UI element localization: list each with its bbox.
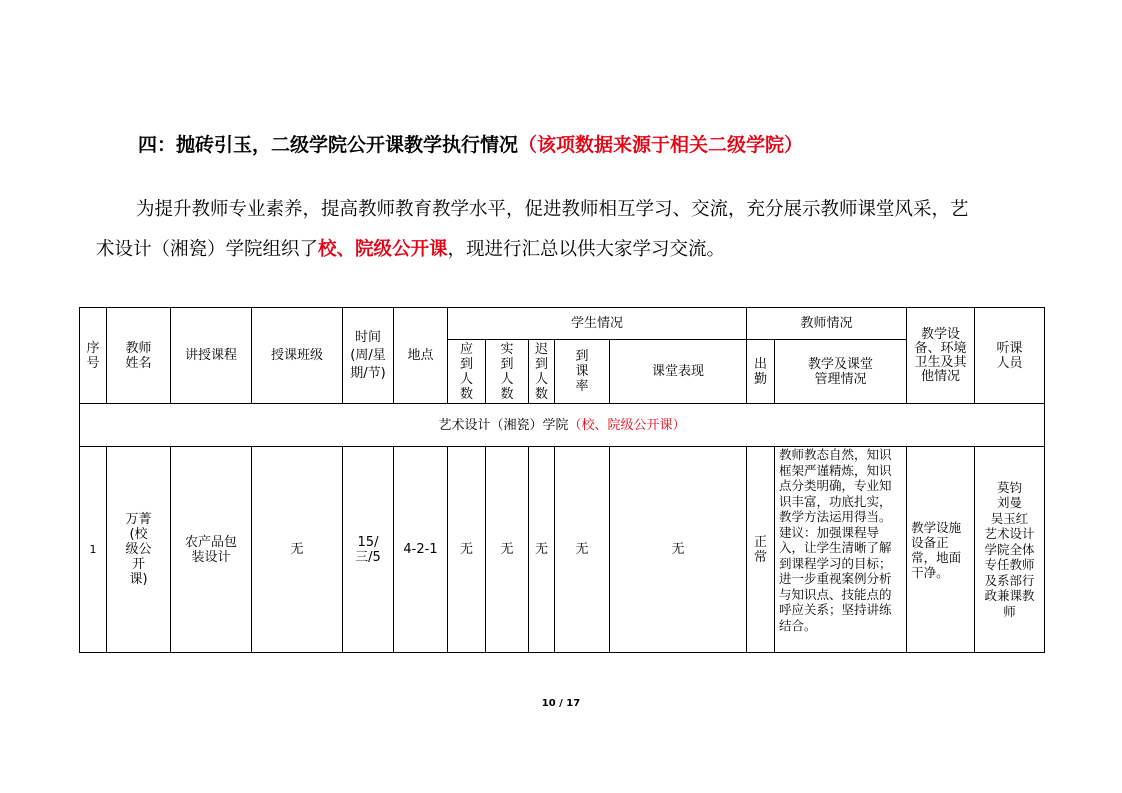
cell-place: 4-2-1 xyxy=(394,447,448,653)
header-performance: 课堂表现 xyxy=(610,340,747,404)
page-number: 10 / 17 xyxy=(541,698,581,709)
intro-paragraph xyxy=(96,190,1036,270)
heading-main: 四：抛砖引玉，二级学院公开课教学执行情况 xyxy=(138,134,519,156)
cell-equipment: 教学设施设备正常，地面干净。 xyxy=(907,447,975,653)
header-late: 迟到人数 xyxy=(529,340,555,404)
section-note: （校、院级公开课） xyxy=(568,417,686,433)
header-teacher-group: 教师情况 xyxy=(747,308,907,340)
para-line-1: 为提升教师专业素养，提高教师教育教学水平，促进教师相互学习、交流，充分展示教师课堂风采，艺 xyxy=(136,199,969,220)
header-mgmt: 教学及课堂管理情况 xyxy=(775,340,907,404)
header-place: 地点 xyxy=(394,308,448,404)
header-student-group: 学生情况 xyxy=(448,308,747,340)
cell-rate: 无 xyxy=(555,447,610,653)
cell-mgmt: 教师教态自然，知识框架严谨精炼，知识点分类明确，专业知识丰富，功底扎实，教学方法运用得当。建议：加强课程导入，让学生清晰了解到课程学习的目标；进一步重视案例分析与知识点、技能点的呼应关系；坚持讲练结合。 xyxy=(775,447,907,653)
header-teacher: 教师姓名 xyxy=(107,308,171,404)
section-title-cell xyxy=(80,404,1045,447)
header-time: 时间 (周/星期/节) xyxy=(343,308,394,404)
header-should: 应到人数 xyxy=(448,340,486,404)
header-equipment: 教学设备、环境卫生及其他情况 xyxy=(907,308,975,404)
cell-late: 无 xyxy=(529,447,555,653)
cell-listeners: 莫钧 刘曼 吴玉红 艺术设计学院全体专任教师及系部行政兼课教师 xyxy=(975,447,1045,653)
section-title: 艺术设计（湘瓷）学院 xyxy=(438,417,569,433)
para-highlight: 校、院级公开课 xyxy=(318,239,448,260)
cell-course: 农产品包装设计 xyxy=(171,447,252,653)
cell-attendance: 正常 xyxy=(747,447,775,653)
cell-time: 15/三/5 xyxy=(343,447,394,653)
header-seq: 序号 xyxy=(80,308,107,404)
header-attendance: 出勤 xyxy=(747,340,775,404)
cell-seq: 1 xyxy=(80,447,107,653)
para-part-2: 术设计（湘瓷）学院组织了 xyxy=(96,239,319,260)
header-actual: 实到人数 xyxy=(486,340,529,404)
cell-teacher: 万菁 (校级公开课) xyxy=(107,447,171,653)
cell-should: 无 xyxy=(448,447,486,653)
heading-note: （该项数据来源于相关二级学院） xyxy=(518,134,804,156)
cell-performance: 无 xyxy=(610,447,747,653)
header-class: 授课班级 xyxy=(252,308,343,404)
cell-actual: 无 xyxy=(486,447,529,653)
section-heading xyxy=(138,130,803,157)
header-rate: 到课率 xyxy=(555,340,610,404)
para-part-3: ，现进行汇总以供大家学习交流。 xyxy=(447,239,726,260)
table-row xyxy=(80,447,1045,653)
cell-class: 无 xyxy=(252,447,343,653)
header-listeners: 听课人员 xyxy=(975,308,1045,404)
open-class-table xyxy=(79,307,1045,653)
header-course: 讲授课程 xyxy=(171,308,252,404)
